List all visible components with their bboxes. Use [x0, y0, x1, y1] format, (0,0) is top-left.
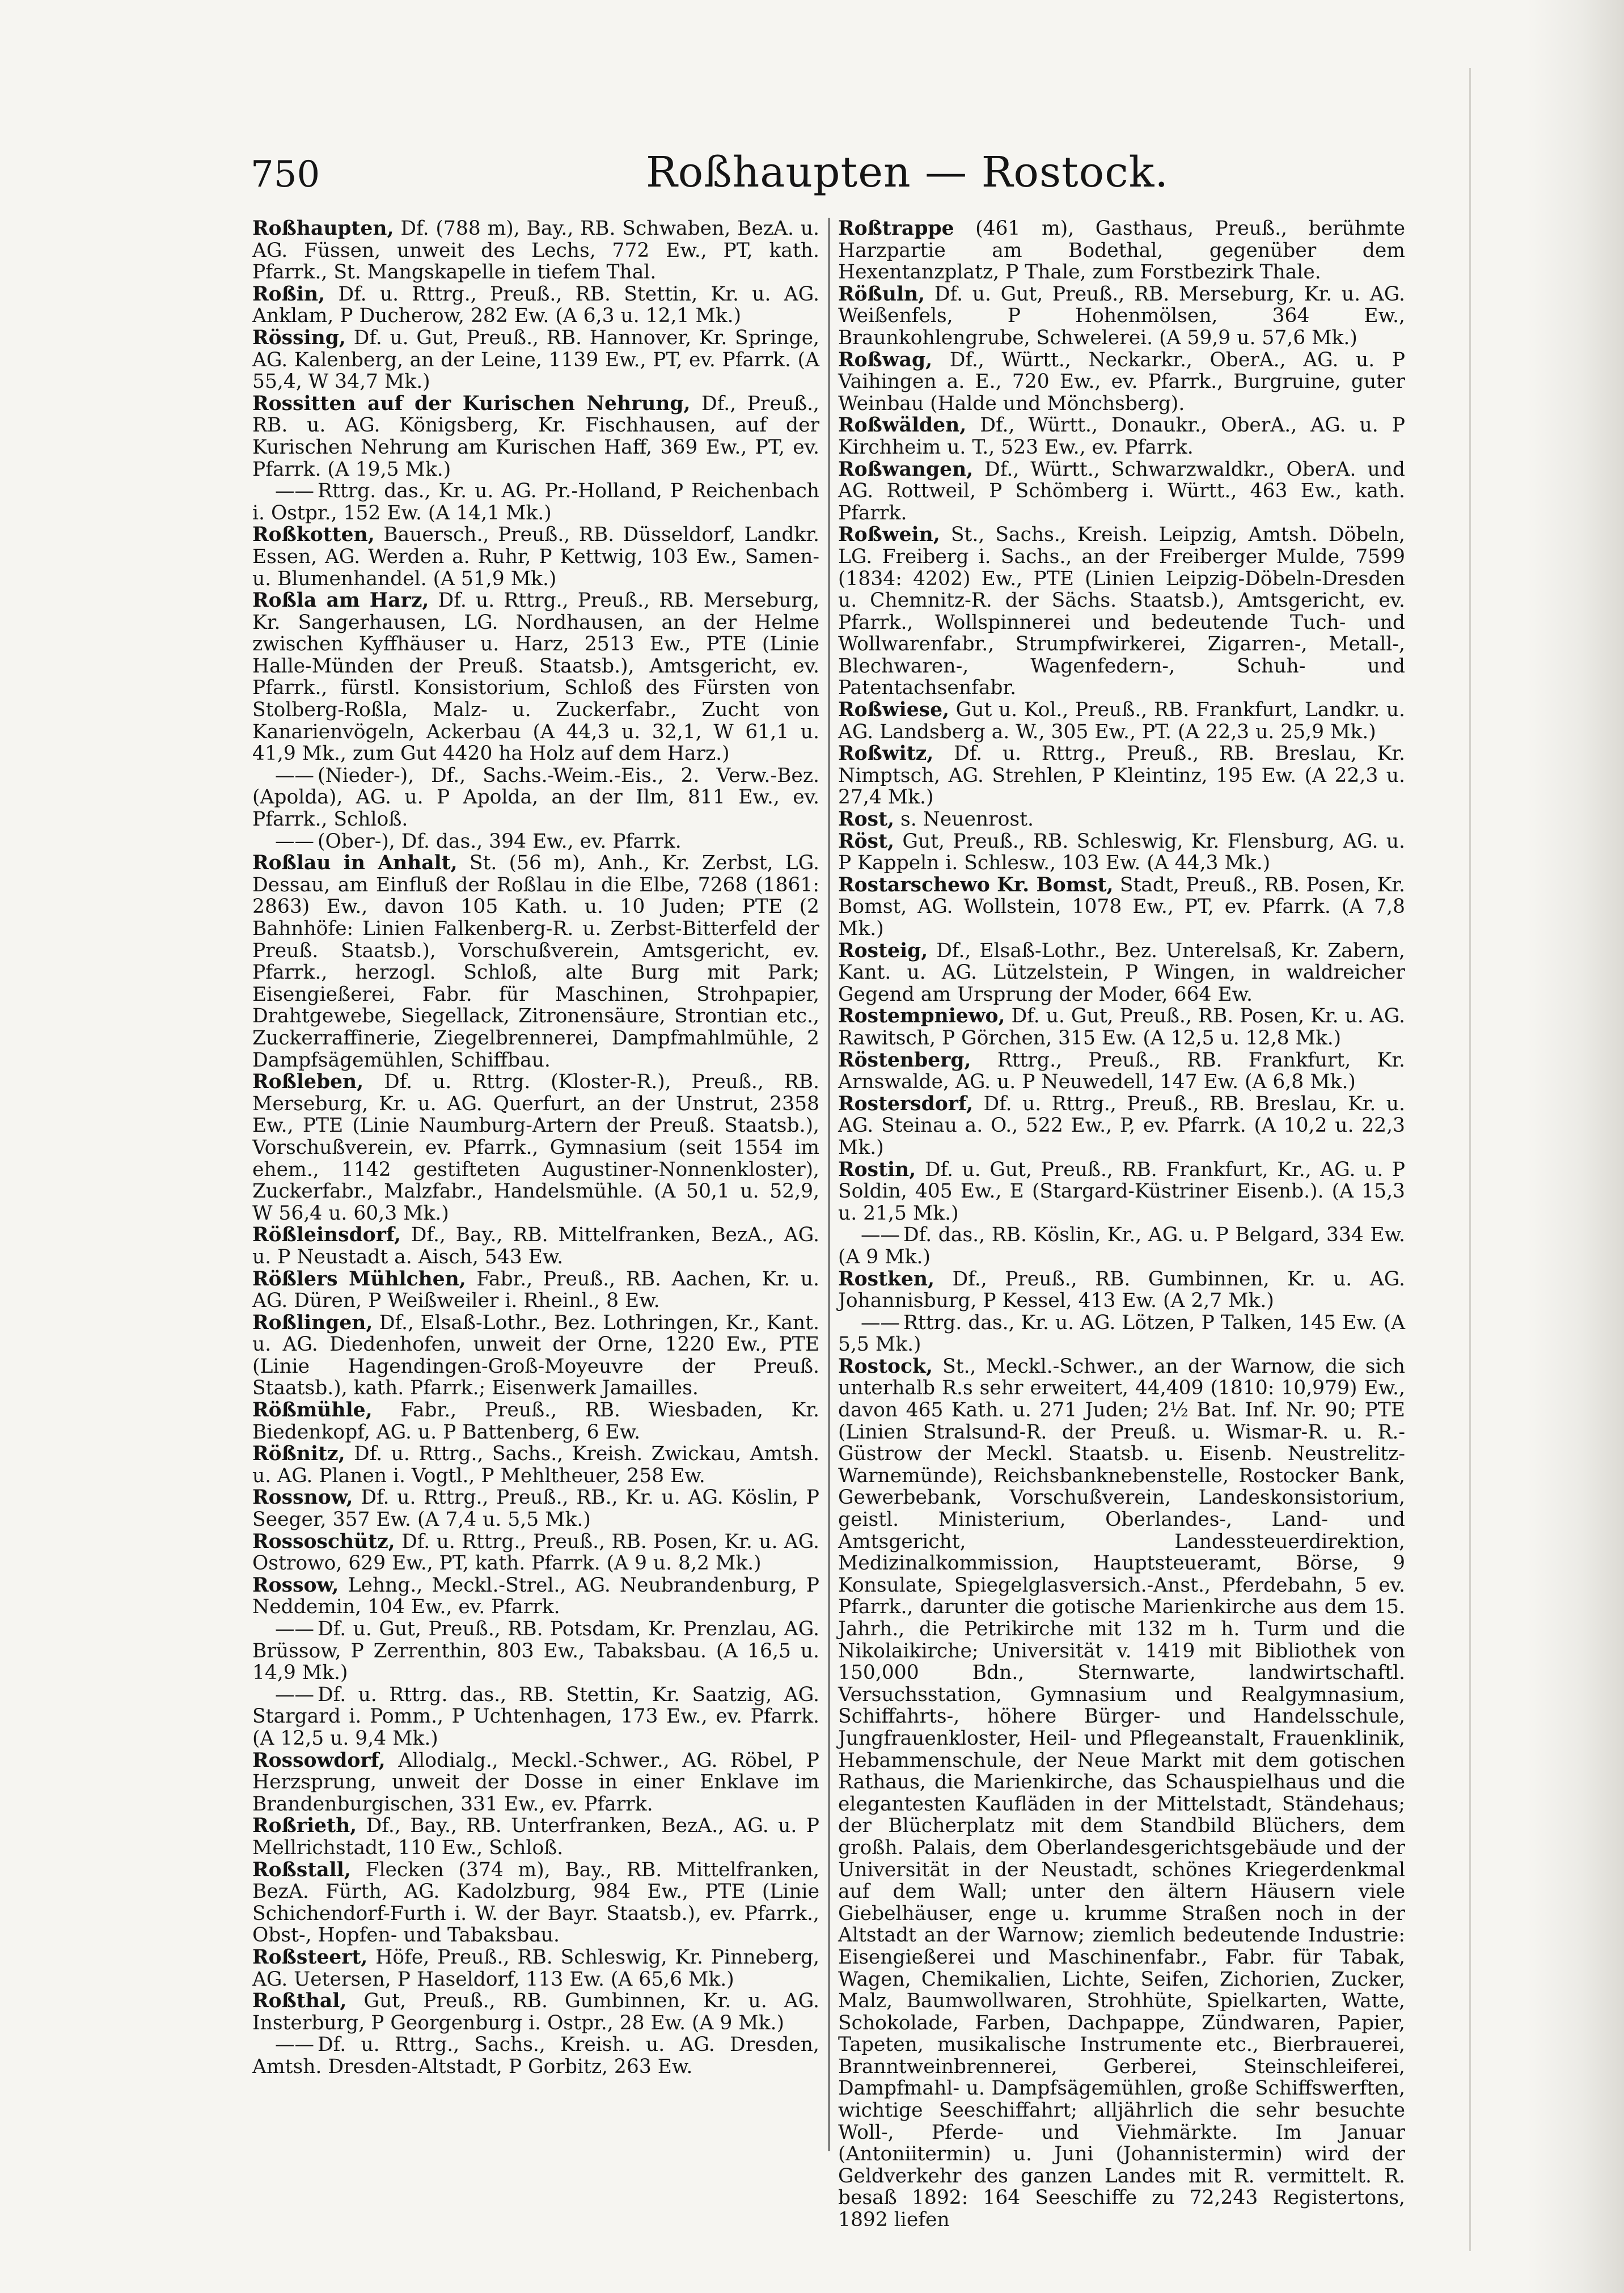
entry-headword: Rostock,	[838, 1355, 933, 1378]
entry-text: (461 m), Gasthaus, Preuß., berühmte Harzpartie am Bodethal, gegenüber dem Hexentanzplatz, P Thale, zum Forstbezirk Thale.	[838, 217, 1405, 284]
entry-headword: Rosteig,	[838, 939, 928, 962]
entry-headword: Rößlers Mühlchen,	[252, 1267, 466, 1291]
dictionary-entry	[838, 831, 1405, 874]
entry-headword: Rostin,	[838, 1158, 916, 1181]
entry-text: Allodialg., Meckl.-Schwer., AG. Röbel, P Herzsprung, unweit der Dosse in einer Enklave im Brandenburgischen, 331 Ew., ev. Pfarrk.	[252, 1749, 819, 1816]
entry-text: Df. u. Rttrg., Sachs., Kreish. Zwickau, Amtsh. u. AG. Planen i. Vogtl., P Mehltheuer, 258 Ew.	[252, 1442, 819, 1487]
entry-dash: ——	[275, 1683, 314, 1706]
entry-text: Df., Württ., Neckarkr., OberA., AG. u. P Vaihingen a. E., 720 Ew., ev. Pfarrk., Burgruine, guter Weinbau (Halde und Mönchsberg).	[838, 348, 1406, 415]
entry-text: Stadt, Preuß., RB. Posen, Kr. Bomst, AG. Wollstein, 1078 Ew., PT, ev. Pfarrk. (A 7,8 Mk.)	[838, 873, 1405, 940]
entry-headword: Rossitten auf der Kurischen Nehrung,	[252, 392, 691, 415]
entry-dash: ——	[275, 830, 314, 853]
dictionary-entry	[252, 524, 819, 590]
dictionary-entry	[252, 1443, 819, 1487]
entry-text: Df., Bay., RB. Mittelfranken, BezA., AG. u. P Neustadt a. Aisch, 543 Ew.	[252, 1224, 819, 1268]
entry-text: Df. das., RB. Köslin, Kr., AG. u. P Belgard, 334 Ew. (A 9 Mk.)	[838, 1224, 1405, 1268]
entry-headword: Roßla am Harz,	[252, 589, 429, 612]
entry-text: Df. u. Rttrg., Sachs., Kreish. u. AG. Dresden, Amtsh. Dresden-Altstadt, P Gorbitz, 263 Ew.	[252, 2033, 819, 2078]
dictionary-entry	[252, 1487, 819, 1530]
dictionary-entry	[252, 2034, 819, 2078]
entry-headword: Rößuln,	[838, 282, 925, 306]
entry-headword: Rößleinsdorf,	[252, 1224, 401, 1247]
page-number: 750	[251, 154, 320, 196]
dictionary-entry	[838, 940, 1405, 1006]
dictionary-entry	[838, 1159, 1405, 1225]
entry-text: Df. u. Rttrg., Preuß., RB. Breslau, Kr. Nimptsch, AG. Strehlen, P Kleintinz, 195 Ew. (A 22,3 u. 27,4 Mk.)	[838, 742, 1406, 809]
entry-headword: Roßkotten,	[252, 523, 375, 547]
dictionary-entry	[838, 524, 1405, 699]
dictionary-entry	[252, 480, 819, 524]
dictionary-entry	[838, 874, 1405, 940]
dictionary-entry	[252, 831, 819, 853]
entry-text: St., Meckl.-Schwer., an der Warnow, die sich unterhalb R.s sehr erweitert, 44,409 (1810: 10,979) Ew., davon 465 Kath. u. 271 Juden; 2½ Bat. Inf. Nr. 90; PTE (Linien Stralsund-R. der Preuß. u. Wismar-R. u. R.-Güstrow der Meckl. Staatsb. u. Eisenb. Neustrelitz-Warnemünde), Reichsbanknebenstelle, Rostocker Bank, Gewerbebank, Vorschußverein, Landeskonsistorium, geistl. Ministerium, Oberlandes-, Land- und Amtsgericht, Landessteuerdirektion, Medizinalkommission, Hauptsteueramt, Börse, 9 Konsulate, Spiegelglasversich.-Anst., Pferdebahn, 5 ev. Pfarrk., darunter die gotische Marienkirche aus dem 15. Jahrh., die Petrikirche mit 132 m h. Turm und die Nikolaikirche; Universität v. 1419 mit Bibliothek von 150,000 Bdn., Sternwarte, landwirtschaftl. Versuchsstation, Gymnasium und Realgymnasium, Schiffahrts-, höhere Bürger- und Handelsschule, Jungfrauenkloster, Heil- und Pflegeanstalt, Frauenklinik, Hebammenschule, der Neue Markt mit dem gotischen Rathaus, die Marienkirche, das Schauspielhaus und die elegantesten Kaufläden in der Mittelstadt, Ständehaus; der Blücherplatz mit dem Standbild Blüchers, dem großh. Palais, dem Oberlandesgerichtsgebäude und der Universität in der Neustadt, schönes Kriegerdenkmal auf dem Wall; unter den ältern Häusern viele Giebelhäuser, enge u. krumme Straßen noch in der Altstadt an der Warnow; ziemlich bedeutende Industrie: Eisengießerei und Maschinenfabr., Fabr. für Tabak, Wagen, Chemikalien, Lichte, Seifen, Zichorien, Zucker, Malz, Baumwollwaren, Strohhüte, Spielkarten, Watte, Schokolade, Farben, Dachpappe, Zündwaren, Papier, Tapeten, musikalische Instrumente etc., Bierbrauerei, Branntweinbrennerei, Gerberei, Steinschleiferei, Dampfmahl- u. Dampfsägemühlen, große Schiffswerften, wichtige Seeschiffahrt; alljährlich die sehr besuchte Woll-, Pferde- und Viehmärkte. Im Januar (Antoniitermin) u. Juni (Johannistermin) wird der Geldverkehr des ganzen Landes mit R. vermittelt. R. besaß 1892: 164 Seeschiffe zu 72,243 Registertons, 1892 liefen	[838, 1355, 1406, 2232]
dictionary-entry	[252, 1750, 819, 1816]
entry-text: s. Neuenrost.	[900, 808, 1034, 831]
dictionary-entry	[252, 1071, 819, 1224]
entry-headword: Roßlau in Anhalt,	[252, 852, 458, 875]
entry-dash: ——	[275, 1618, 314, 1640]
entry-text: Bauersch., Preuß., RB. Düsseldorf, Landkr. Essen, AG. Werden a. Ruhr, P Kettwig, 103 Ew., Samen- u. Blumenhandel. (A 51,9 Mk.)	[252, 523, 819, 590]
entry-headword: Roßrieth,	[252, 1814, 357, 1838]
running-head: Roßhaupten — Rostock.	[645, 148, 1169, 197]
dictionary-entry	[838, 349, 1405, 415]
entry-dash: ——	[275, 480, 314, 503]
entry-headword: Röstenberg,	[838, 1048, 971, 1072]
left-column	[252, 218, 819, 2157]
entry-headword: Rossnow,	[252, 1486, 353, 1509]
entry-headword: Roßsteert,	[252, 1945, 368, 1969]
dictionary-entry	[252, 1531, 819, 1575]
dictionary-entry	[252, 327, 819, 393]
dictionary-entry	[252, 1268, 819, 1312]
entry-text: St. (56 m), Anh., Kr. Zerbst, LG. Dessau, am Einfluß der Roßlau in die Elbe, 7268 (1861: 2863) Ew., davon 105 Kath. u. 10 Juden; PTE (2 Bahnhöfe: Linien Falkenberg-R. u. Zerbst-Bitterfeld der Preuß. Staatsb.), Vorschußverein, Amtsgericht, ev. Pfarrk., herzogl. Schloß, alte Burg mit Park; Eisengießerei, Fabr. für Maschinen, Strohpapier, Drahtgewebe, Siegellack, Zitronensäure, Strontian etc., Zuckerraffinerie, Ziegelbrennerei, Dampfmahlmühle, 2 Dampfsägemühlen, Schiffbau.	[252, 852, 819, 1072]
entry-headword: Roßwitz,	[838, 742, 934, 765]
entry-headword: Roßwangen,	[838, 458, 974, 481]
entry-headword: Roßlingen,	[252, 1311, 373, 1334]
entry-headword: Roßin,	[252, 282, 325, 306]
entry-text: Höfe, Preuß., RB. Schleswig, Kr. Pinneberg, AG. Uetersen, P Haseldorf, 113 Ew. (A 65,6 Mk.)	[252, 1945, 820, 1991]
entry-text: Df. u. Rttrg. das., RB. Stettin, Kr. Saatzig, AG. Stargard i. Pomm., P Uchtenhagen, 173 Ew., ev. Pfarrk. (A 12,5 u. 9,4 Mk.)	[252, 1683, 819, 1750]
entry-headword: Rostempniewo,	[838, 1005, 1005, 1028]
entry-text: Rttrg., Preuß., RB. Frankfurt, Kr. Arnswalde, AG. u. P Neuwedell, 147 Ew. (A 6,8 Mk.)	[838, 1048, 1406, 1094]
dictionary-entry	[252, 1859, 819, 1947]
entry-headword: Rossowdorf,	[252, 1749, 386, 1772]
entry-headword: Rostken,	[838, 1267, 934, 1291]
entry-headword: Rößnitz,	[252, 1442, 345, 1466]
entry-text: Df. u. Rttrg., Preuß., RB., Kr. u. AG. Köslin, P Seeger, 357 Ew. (A 7,4 u. 5,5 Mk.)	[252, 1486, 820, 1532]
dictionary-entry	[838, 218, 1405, 284]
entry-dash: ——	[275, 764, 314, 787]
entry-text: Df., Preuß., RB. Gumbinnen, Kr. u. AG. Johannisburg, P Kessel, 413 Ew. (A 2,7 Mk.)	[838, 1267, 1406, 1313]
dictionary-entry	[252, 590, 819, 765]
dictionary-entry	[252, 393, 819, 480]
entry-text: Flecken (374 m), Bay., RB. Mittelfranken, BezA. Fürth, AG. Kadolzburg, 984 Ew., PTE (Linie Schichendorf-Furth i. W. der Bayr. Staatsb.), ev. Pfarrk., Obst-, Hopfen- und Tabaksbau.	[252, 1858, 819, 1947]
entry-headword: Roßhaupten,	[252, 217, 394, 240]
entry-text: Df. u. Rttrg., Preuß., RB. Merseburg, Kr. Sangerhausen, LG. Nordhausen, an der Helme zwischen Kyffhäuser u. Harz, 2513 Ew., PTE (Linie Halle-Münden der Preuß. Staatsb.), Amtsgericht, ev. Pfarrk., fürstl. Konsistorium, Schloß des Fürsten von Stolberg-Roßla, Malz- u. Zuckerfabr., Zucht von Kanarienvögeln, Ackerbau (A 44,3 u. 32,1, W 61,1 u. 41,9 Mk., zum Gut 4420 ha Holz auf dem Harz.)	[252, 589, 820, 765]
dictionary-entry	[252, 1684, 819, 1750]
dictionary-entry	[252, 284, 819, 327]
entry-text: Df. u. Gut, Preuß., RB. Merseburg, Kr. u. AG. Weißenfels, P Hohenmölsen, 364 Ew., Braunkohlengrube, Schwelerei. (A 59,9 u. 57,6 Mk.)	[838, 282, 1405, 349]
dictionary-entry	[838, 1356, 1405, 2231]
entry-text: Df. u. Gut, Preuß., RB. Posen, Kr. u. AG. Rawitsch, P Görchen, 315 Ew. (A 12,5 u. 12,8 Mk.)	[838, 1005, 1406, 1050]
entry-text: Df. u. Gut, Preuß., RB. Potsdam, Kr. Prenzlau, AG. Brüssow, P Zerrenthin, 803 Ew., Tabaksbau. (A 16,5 u. 14,9 Mk.)	[252, 1618, 819, 1685]
entry-text: Df., Württ., Schwarzwaldkr., OberA. und AG. Rottweil, P Schömberg i. Württ., 463 Ew., kath. Pfarrk.	[838, 458, 1405, 524]
dictionary-entry	[838, 743, 1405, 809]
dictionary-entry	[252, 852, 819, 1071]
entry-headword: Rößmühle,	[252, 1399, 373, 1422]
page-edge-shadow	[1528, 0, 1624, 2293]
entry-headword: Rostarschewo Kr. Bomst,	[838, 873, 1114, 896]
entry-text: Df. (788 m), Bay., RB. Schwaben, BezA. u. AG. Füssen, unweit des Lechs, 772 Ew., PT, kath. Pfarrk., St. Mangskapelle in tiefem Thal.	[252, 217, 820, 284]
dictionary-entry	[252, 765, 819, 831]
dictionary-entry	[838, 699, 1405, 743]
entry-headword: Roßwälden,	[838, 414, 967, 437]
entry-headword: Rostersdorf,	[838, 1092, 973, 1115]
dictionary-entry	[838, 1005, 1405, 1049]
dictionary-entry	[838, 1224, 1405, 1268]
entry-headword: Roßleben,	[252, 1071, 364, 1094]
dictionary-entry	[252, 1990, 819, 2034]
entry-text: Df., Elsaß-Lothr., Bez. Lothringen, Kr., Kant. u. AG. Diedenhofen, unweit der Orne, 1220 Ew., PTE (Linie Hagendingen-Groß-Moyeuvre der Preuß. Staatsb.), kath. Pfarrk.; Eisenwerk Jamailles.	[252, 1311, 819, 1400]
entry-text: Df., Bay., RB. Unterfranken, BezA., AG. u. P Mellrichstadt, 110 Ew., Schloß.	[252, 1814, 819, 1859]
entry-text: (Nieder-), Df., Sachs.-Weim.-Eis., 2. Verw.-Bez. (Apolda), AG. u. P Apolda, an der Ilm, 811 Ew., ev. Pfarrk., Schloß.	[252, 764, 819, 831]
dictionary-entry	[838, 1093, 1405, 1159]
entry-text: Gut u. Kol., Preuß., RB. Frankfurt, Landkr. u. AG. Landsberg a. W., 305 Ew., PT. (A 22,3 u. 25,9 Mk.)	[838, 699, 1405, 743]
entry-text: Df. u. Rttrg. (Kloster-R.), Preuß., RB. Merseburg, Kr. u. AG. Querfurt, an der Unstrut, 2358 Ew., PTE (Linie Naumburg-Artern der Preuß. Staatsb.), Vorschußverein, ev. Pfarrk., Gymnasium (seit 1554 im ehem., 1142 gestifteten Augustiner-Nonnenkloster), Zuckerfabr., Malzfabr., Handelsmühle. (A 50,1 u. 52,9, W 56,4 u. 60,3 Mk.)	[252, 1071, 820, 1225]
entry-text: Df. u. Rttrg., Preuß., RB. Stettin, Kr. u. AG. Anklam, P Ducherow, 282 Ew. (A 6,3 u. 12,1 Mk.)	[252, 282, 820, 328]
entry-dash: ——	[861, 1224, 900, 1247]
entry-headword: Rossow,	[252, 1573, 339, 1597]
entry-text: Df. u. Gut, Preuß., RB. Frankfurt, Kr., AG. u. P Soldin, 405 Ew., E (Stargard-Küstriner Eisenb.). (A 15,3 u. 21,5 Mk.)	[838, 1158, 1406, 1225]
entry-headword: Roßtrappe	[838, 217, 954, 240]
entry-headword: Röst,	[838, 830, 895, 853]
entry-text: Rttrg. das., Kr. u. AG. Pr.-Holland, P Reichenbach i. Ostpr., 152 Ew. (A 14,1 Mk.)	[252, 480, 819, 524]
dictionary-entry	[838, 414, 1405, 458]
entry-text: Df., Elsaß-Lothr., Bez. Unterelsaß, Kr. Zabern, Kant. u. AG. Lützelstein, P Wingen, in waldreicher Gegend am Ursprung der Moder, 664 Ew.	[838, 939, 1406, 1006]
dictionary-entry	[252, 1815, 819, 1859]
dictionary-entry	[838, 459, 1405, 524]
dictionary-entry	[838, 1268, 1405, 1312]
right-column	[838, 217, 1406, 2232]
entry-text: Gut, Preuß., RB. Gumbinnen, Kr. u. AG. Insterburg, P Georgenburg i. Ostpr., 28 Ew. (A 9 Mk.)	[252, 1990, 819, 2034]
entry-headword: Roßwein,	[838, 523, 940, 547]
entry-text: Df., Württ., Donaukr., OberA., AG. u. P Kirchheim u. T., 523 Ew., ev. Pfarrk.	[838, 414, 1405, 459]
entry-text: Rttrg. das., Kr. u. AG. Lötzen, P Talken, 145 Ew. (A 5,5 Mk.)	[838, 1311, 1405, 1356]
dictionary-entry	[838, 1312, 1405, 1356]
entry-dash: ——	[275, 2033, 314, 2057]
dictionary-entry	[838, 1050, 1405, 1093]
entry-text: Gut, Preuß., RB. Schleswig, Kr. Flensburg, AG. u. P Kappeln i. Schlesw., 103 Ew. (A 44,3 Mk.)	[838, 830, 1405, 875]
entry-text: Df., Preuß., RB. u. AG. Königsberg, Kr. Fischhausen, auf der Kurischen Nehrung am Kurischen Haff, 369 Ew., PT, ev. Pfarrk. (A 19,5 Mk.)	[252, 392, 820, 481]
dictionary-entry	[252, 1947, 819, 1990]
entry-headword: Rost,	[838, 808, 895, 831]
entry-text: Fabr., Preuß., RB. Aachen, Kr. u. AG. Düren, P Weißweiler i. Rheinl., 8 Ew.	[252, 1267, 819, 1313]
entry-headword: Roßstall,	[252, 1858, 351, 1881]
dictionary-entry	[252, 1575, 819, 1618]
page-fold-line	[1469, 68, 1471, 2251]
entry-text: Df. u. Rttrg., Preuß., RB. Breslau, Kr. u. AG. Steinau a. O., 522 Ew., P, ev. Pfarrk. (A 10,2 u. 22,3 Mk.)	[838, 1092, 1405, 1159]
entry-text: Df. u. Gut, Preuß., RB. Hannover, Kr. Springe, AG. Kalenberg, an der Leine, 1139 Ew., PT, ev. Pfarrk. (A 55,4, W 34,7 Mk.)	[252, 326, 819, 394]
dictionary-entry	[252, 1312, 819, 1399]
dictionary-entry	[252, 1224, 819, 1268]
entry-text: St., Sachs., Kreish. Leipzig, Amtsh. Döbeln, LG. Freiberg i. Sachs., an der Freiberger Mulde, 7599 (1834: 4202) Ew., PTE (Linien Leipzig-Döbeln-Dresden u. Chemnitz-R. der Sächs. Staatsb.), Amtsgericht, ev. Pfarrk., Wollspinnerei und bedeutende Tuch- und Wollwarenfabr., Strumpfwirkerei, Zigarren-, Metall-, Blechwaren-, Wagenfedern-, Schuh- und Patentachsenfabr.	[838, 523, 1406, 700]
entry-headword: Rossoschütz,	[252, 1530, 395, 1553]
entry-headword: Rössing,	[252, 326, 346, 349]
dictionary-entry	[252, 1618, 819, 1684]
entry-text: Lehng., Meckl.-Strel., AG. Neubrandenburg, P Neddemin, 104 Ew., ev. Pfarrk.	[252, 1573, 819, 1619]
entry-headword: Roßthal,	[252, 1990, 347, 2013]
entry-text: Fabr., Preuß., RB. Wiesbaden, Kr. Biedenkopf, AG. u. P Battenberg, 6 Ew.	[252, 1399, 819, 1444]
dictionary-entry	[838, 809, 1405, 831]
column-divider	[828, 218, 830, 2151]
dictionary-entry	[252, 1399, 819, 1443]
entry-text: Df. u. Rttrg., Preuß., RB. Posen, Kr. u. AG. Ostrowo, 629 Ew., PT, kath. Pfarrk. (A 9 u. 8,2 Mk.)	[252, 1530, 820, 1575]
dictionary-entry	[838, 284, 1405, 349]
dictionary-entry	[252, 218, 819, 284]
entry-text: (Ober-), Df. das., 394 Ew., ev. Pfarrk.	[318, 830, 682, 853]
entry-headword: Roßwiese,	[838, 699, 950, 722]
entry-headword: Roßwag,	[838, 348, 933, 371]
entry-dash: ——	[861, 1311, 900, 1334]
